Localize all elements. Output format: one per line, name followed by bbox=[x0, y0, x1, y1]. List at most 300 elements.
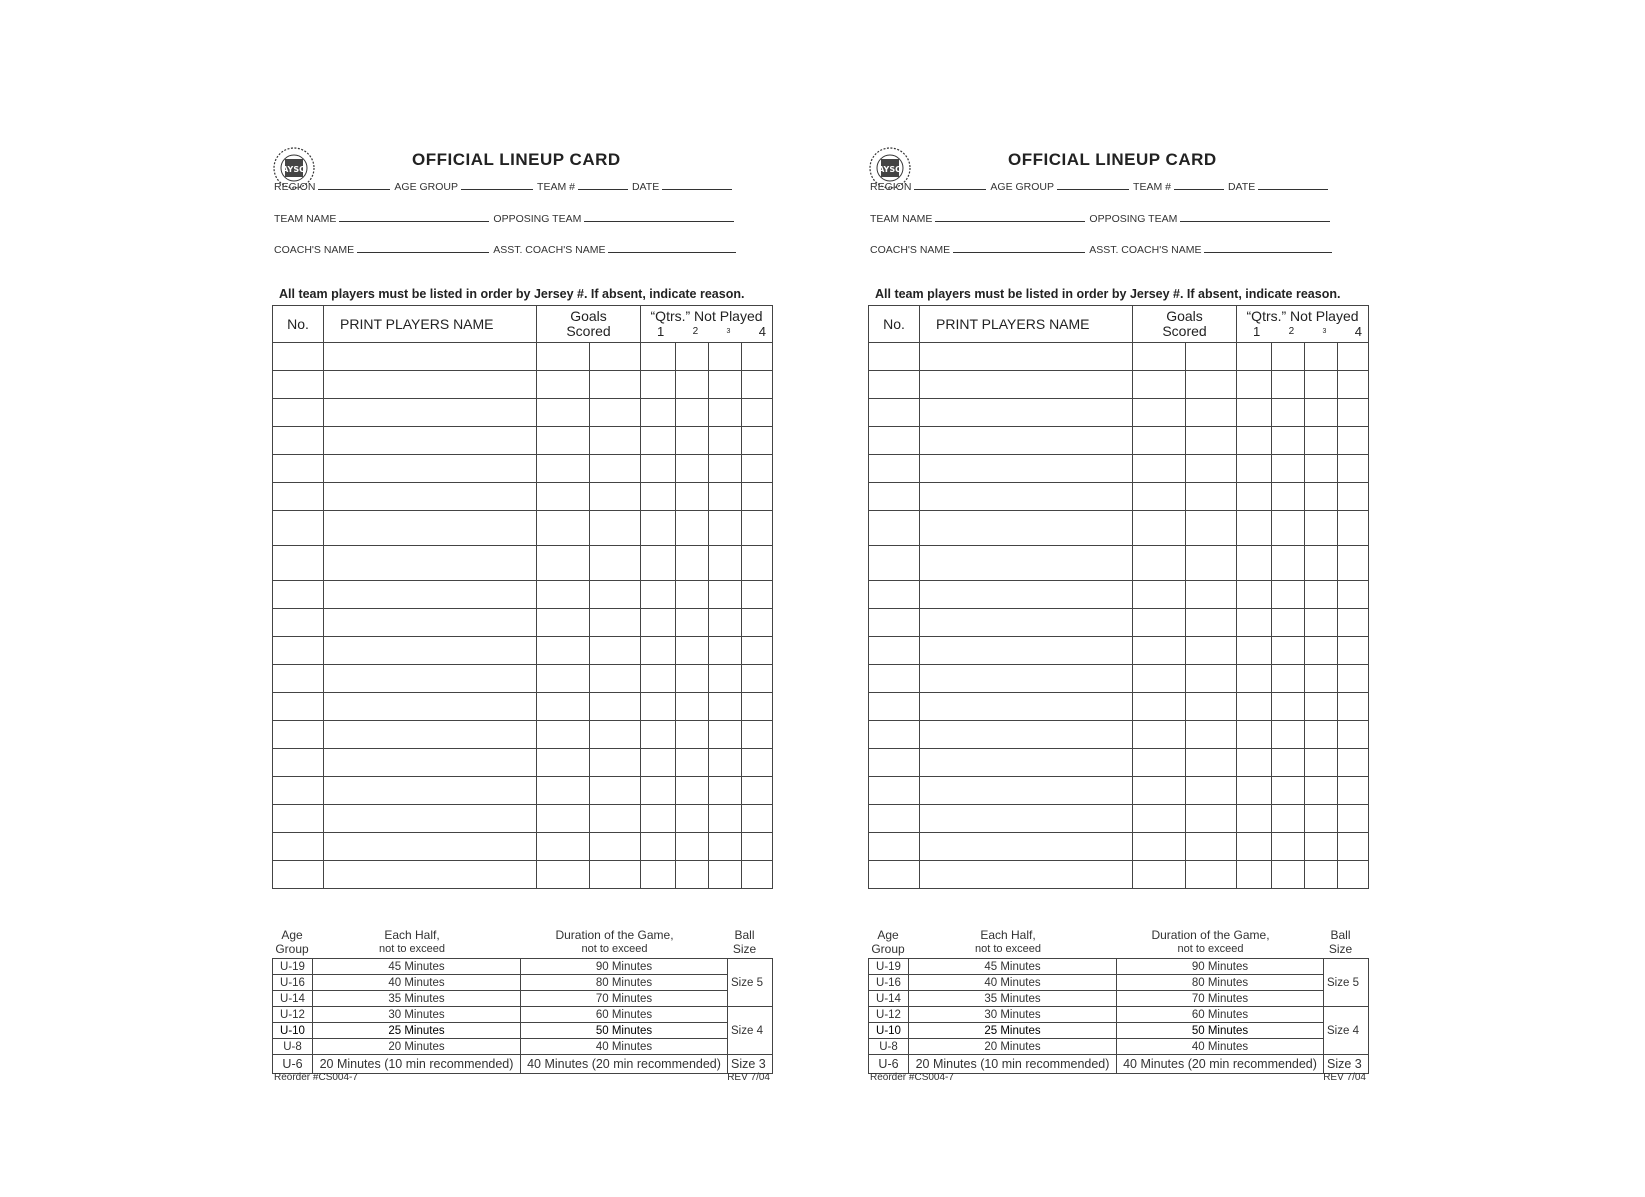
quarter-2-cell[interactable] bbox=[1272, 511, 1305, 546]
quarter-3-cell[interactable] bbox=[709, 343, 742, 371]
team-number-field[interactable] bbox=[578, 188, 628, 190]
quarter-4-cell[interactable] bbox=[1338, 637, 1369, 665]
quarter-3-cell[interactable] bbox=[709, 777, 742, 805]
quarter-3-cell[interactable] bbox=[709, 749, 742, 777]
quarter-1-cell[interactable] bbox=[641, 861, 676, 889]
quarter-2-cell[interactable] bbox=[676, 546, 709, 581]
quarter-4-cell[interactable] bbox=[742, 637, 773, 665]
quarter-3-cell[interactable] bbox=[709, 371, 742, 399]
quarter-1-cell[interactable] bbox=[1237, 777, 1272, 805]
goals-cell-a[interactable] bbox=[537, 399, 590, 427]
quarter-2-cell[interactable] bbox=[1272, 637, 1305, 665]
goals-cell-a[interactable] bbox=[537, 581, 590, 609]
quarter-3-cell[interactable] bbox=[1305, 546, 1338, 581]
quarter-4-cell[interactable] bbox=[1338, 749, 1369, 777]
jersey-number-cell[interactable] bbox=[273, 427, 324, 455]
opposing-team-field[interactable] bbox=[584, 220, 734, 222]
goals-cell-a[interactable] bbox=[1133, 399, 1186, 427]
quarter-1-cell[interactable] bbox=[641, 483, 676, 511]
goals-cell-a[interactable] bbox=[537, 861, 590, 889]
player-name-cell[interactable] bbox=[920, 693, 1133, 721]
goals-cell-b[interactable] bbox=[1186, 483, 1237, 511]
jersey-number-cell[interactable] bbox=[273, 805, 324, 833]
goals-cell-a[interactable] bbox=[1133, 371, 1186, 399]
jersey-number-cell[interactable] bbox=[869, 665, 920, 693]
quarter-3-cell[interactable] bbox=[709, 693, 742, 721]
goals-cell-a[interactable] bbox=[1133, 861, 1186, 889]
quarter-1-cell[interactable] bbox=[1237, 665, 1272, 693]
goals-cell-a[interactable] bbox=[537, 371, 590, 399]
quarter-4-cell[interactable] bbox=[1338, 693, 1369, 721]
jersey-number-cell[interactable] bbox=[869, 609, 920, 637]
jersey-number-cell[interactable] bbox=[869, 371, 920, 399]
jersey-number-cell[interactable] bbox=[273, 399, 324, 427]
quarter-3-cell[interactable] bbox=[1305, 609, 1338, 637]
quarter-3-cell[interactable] bbox=[1305, 483, 1338, 511]
opposing-team-field[interactable] bbox=[1180, 220, 1330, 222]
goals-cell-a[interactable] bbox=[537, 427, 590, 455]
goals-cell-b[interactable] bbox=[1186, 749, 1237, 777]
player-name-cell[interactable] bbox=[920, 427, 1133, 455]
goals-cell-b[interactable] bbox=[1186, 805, 1237, 833]
quarter-2-cell[interactable] bbox=[676, 371, 709, 399]
quarter-3-cell[interactable] bbox=[709, 665, 742, 693]
coach-name-field[interactable] bbox=[357, 251, 489, 253]
quarter-1-cell[interactable] bbox=[641, 371, 676, 399]
jersey-number-cell[interactable] bbox=[273, 637, 324, 665]
quarter-2-cell[interactable] bbox=[676, 609, 709, 637]
jersey-number-cell[interactable] bbox=[869, 833, 920, 861]
quarter-2-cell[interactable] bbox=[676, 581, 709, 609]
player-name-cell[interactable] bbox=[324, 833, 537, 861]
quarter-3-cell[interactable] bbox=[1305, 427, 1338, 455]
goals-cell-b[interactable] bbox=[1186, 581, 1237, 609]
quarter-2-cell[interactable] bbox=[676, 861, 709, 889]
quarter-3-cell[interactable] bbox=[709, 609, 742, 637]
quarter-3-cell[interactable] bbox=[709, 581, 742, 609]
goals-cell-b[interactable] bbox=[1186, 665, 1237, 693]
goals-cell-a[interactable] bbox=[1133, 455, 1186, 483]
quarter-3-cell[interactable] bbox=[1305, 805, 1338, 833]
quarter-1-cell[interactable] bbox=[1237, 693, 1272, 721]
player-name-cell[interactable] bbox=[324, 455, 537, 483]
quarter-4-cell[interactable] bbox=[1338, 371, 1369, 399]
goals-cell-b[interactable] bbox=[1186, 427, 1237, 455]
quarter-3-cell[interactable] bbox=[1305, 371, 1338, 399]
goals-cell-b[interactable] bbox=[1186, 399, 1237, 427]
quarter-3-cell[interactable] bbox=[709, 721, 742, 749]
quarter-4-cell[interactable] bbox=[1338, 777, 1369, 805]
goals-cell-b[interactable] bbox=[1186, 546, 1237, 581]
quarter-2-cell[interactable] bbox=[1272, 609, 1305, 637]
goals-cell-a[interactable] bbox=[537, 665, 590, 693]
quarter-4-cell[interactable] bbox=[1338, 546, 1369, 581]
player-name-cell[interactable] bbox=[324, 371, 537, 399]
player-name-cell[interactable] bbox=[324, 609, 537, 637]
jersey-number-cell[interactable] bbox=[273, 581, 324, 609]
quarter-4-cell[interactable] bbox=[1338, 833, 1369, 861]
goals-cell-b[interactable] bbox=[590, 749, 641, 777]
jersey-number-cell[interactable] bbox=[869, 805, 920, 833]
quarter-1-cell[interactable] bbox=[1237, 427, 1272, 455]
quarter-2-cell[interactable] bbox=[676, 343, 709, 371]
asst-coach-name-field[interactable] bbox=[608, 251, 736, 253]
quarter-3-cell[interactable] bbox=[709, 511, 742, 546]
jersey-number-cell[interactable] bbox=[869, 749, 920, 777]
goals-cell-a[interactable] bbox=[1133, 693, 1186, 721]
quarter-4-cell[interactable] bbox=[1338, 511, 1369, 546]
quarter-4-cell[interactable] bbox=[1338, 609, 1369, 637]
quarter-4-cell[interactable] bbox=[742, 693, 773, 721]
goals-cell-b[interactable] bbox=[590, 371, 641, 399]
quarter-2-cell[interactable] bbox=[676, 637, 709, 665]
quarter-1-cell[interactable] bbox=[641, 581, 676, 609]
jersey-number-cell[interactable] bbox=[869, 399, 920, 427]
player-name-cell[interactable] bbox=[324, 693, 537, 721]
quarter-1-cell[interactable] bbox=[1237, 455, 1272, 483]
quarter-1-cell[interactable] bbox=[641, 721, 676, 749]
jersey-number-cell[interactable] bbox=[869, 693, 920, 721]
goals-cell-a[interactable] bbox=[537, 546, 590, 581]
quarter-3-cell[interactable] bbox=[1305, 511, 1338, 546]
quarter-4-cell[interactable] bbox=[742, 777, 773, 805]
quarter-2-cell[interactable] bbox=[1272, 721, 1305, 749]
player-name-cell[interactable] bbox=[920, 455, 1133, 483]
quarter-4-cell[interactable] bbox=[1338, 665, 1369, 693]
quarter-1-cell[interactable] bbox=[641, 693, 676, 721]
player-name-cell[interactable] bbox=[324, 805, 537, 833]
quarter-1-cell[interactable] bbox=[1237, 861, 1272, 889]
goals-cell-a[interactable] bbox=[537, 483, 590, 511]
jersey-number-cell[interactable] bbox=[869, 455, 920, 483]
quarter-1-cell[interactable] bbox=[641, 546, 676, 581]
player-name-cell[interactable] bbox=[920, 665, 1133, 693]
quarter-2-cell[interactable] bbox=[1272, 399, 1305, 427]
quarter-1-cell[interactable] bbox=[641, 637, 676, 665]
player-name-cell[interactable] bbox=[920, 777, 1133, 805]
quarter-2-cell[interactable] bbox=[1272, 343, 1305, 371]
player-name-cell[interactable] bbox=[324, 511, 537, 546]
asst-coach-name-field[interactable] bbox=[1204, 251, 1332, 253]
jersey-number-cell[interactable] bbox=[273, 721, 324, 749]
quarter-4-cell[interactable] bbox=[742, 511, 773, 546]
jersey-number-cell[interactable] bbox=[869, 483, 920, 511]
goals-cell-a[interactable] bbox=[1133, 665, 1186, 693]
goals-cell-a[interactable] bbox=[1133, 833, 1186, 861]
quarter-1-cell[interactable] bbox=[1237, 371, 1272, 399]
goals-cell-a[interactable] bbox=[1133, 637, 1186, 665]
player-name-cell[interactable] bbox=[324, 399, 537, 427]
coach-name-field[interactable] bbox=[953, 251, 1085, 253]
quarter-4-cell[interactable] bbox=[742, 833, 773, 861]
quarter-2-cell[interactable] bbox=[1272, 581, 1305, 609]
quarter-4-cell[interactable] bbox=[742, 455, 773, 483]
player-name-cell[interactable] bbox=[920, 483, 1133, 511]
quarter-1-cell[interactable] bbox=[641, 511, 676, 546]
region-field[interactable] bbox=[318, 188, 390, 190]
player-name-cell[interactable] bbox=[324, 637, 537, 665]
jersey-number-cell[interactable] bbox=[273, 833, 324, 861]
jersey-number-cell[interactable] bbox=[869, 427, 920, 455]
quarter-3-cell[interactable] bbox=[1305, 861, 1338, 889]
date-field[interactable] bbox=[662, 188, 732, 190]
goals-cell-a[interactable] bbox=[537, 609, 590, 637]
jersey-number-cell[interactable] bbox=[869, 861, 920, 889]
goals-cell-a[interactable] bbox=[537, 721, 590, 749]
goals-cell-a[interactable] bbox=[1133, 609, 1186, 637]
player-name-cell[interactable] bbox=[324, 546, 537, 581]
quarter-1-cell[interactable] bbox=[1237, 805, 1272, 833]
quarter-4-cell[interactable] bbox=[742, 749, 773, 777]
quarter-4-cell[interactable] bbox=[742, 805, 773, 833]
quarter-2-cell[interactable] bbox=[676, 721, 709, 749]
player-name-cell[interactable] bbox=[920, 805, 1133, 833]
quarter-4-cell[interactable] bbox=[742, 861, 773, 889]
goals-cell-b[interactable] bbox=[1186, 777, 1237, 805]
jersey-number-cell[interactable] bbox=[273, 343, 324, 371]
quarter-3-cell[interactable] bbox=[709, 805, 742, 833]
player-name-cell[interactable] bbox=[324, 721, 537, 749]
goals-cell-a[interactable] bbox=[1133, 343, 1186, 371]
quarter-3-cell[interactable] bbox=[709, 833, 742, 861]
jersey-number-cell[interactable] bbox=[273, 777, 324, 805]
quarter-4-cell[interactable] bbox=[1338, 581, 1369, 609]
quarter-3-cell[interactable] bbox=[709, 546, 742, 581]
goals-cell-b[interactable] bbox=[590, 693, 641, 721]
goals-cell-b[interactable] bbox=[1186, 511, 1237, 546]
quarter-3-cell[interactable] bbox=[1305, 693, 1338, 721]
quarter-3-cell[interactable] bbox=[1305, 343, 1338, 371]
quarter-2-cell[interactable] bbox=[676, 805, 709, 833]
goals-cell-b[interactable] bbox=[590, 546, 641, 581]
player-name-cell[interactable] bbox=[324, 665, 537, 693]
player-name-cell[interactable] bbox=[920, 833, 1133, 861]
jersey-number-cell[interactable] bbox=[273, 693, 324, 721]
quarter-3-cell[interactable] bbox=[709, 637, 742, 665]
player-name-cell[interactable] bbox=[324, 749, 537, 777]
goals-cell-b[interactable] bbox=[590, 637, 641, 665]
quarter-3-cell[interactable] bbox=[709, 455, 742, 483]
quarter-4-cell[interactable] bbox=[1338, 721, 1369, 749]
quarter-2-cell[interactable] bbox=[1272, 665, 1305, 693]
quarter-3-cell[interactable] bbox=[1305, 749, 1338, 777]
quarter-3-cell[interactable] bbox=[1305, 777, 1338, 805]
jersey-number-cell[interactable] bbox=[273, 749, 324, 777]
quarter-3-cell[interactable] bbox=[1305, 833, 1338, 861]
player-name-cell[interactable] bbox=[920, 581, 1133, 609]
quarter-2-cell[interactable] bbox=[676, 455, 709, 483]
jersey-number-cell[interactable] bbox=[273, 455, 324, 483]
player-name-cell[interactable] bbox=[920, 511, 1133, 546]
quarter-3-cell[interactable] bbox=[1305, 399, 1338, 427]
quarter-2-cell[interactable] bbox=[676, 427, 709, 455]
goals-cell-b[interactable] bbox=[590, 483, 641, 511]
quarter-3-cell[interactable] bbox=[1305, 721, 1338, 749]
quarter-1-cell[interactable] bbox=[1237, 511, 1272, 546]
quarter-4-cell[interactable] bbox=[742, 581, 773, 609]
goals-cell-b[interactable] bbox=[590, 777, 641, 805]
jersey-number-cell[interactable] bbox=[273, 665, 324, 693]
team-name-field[interactable] bbox=[935, 220, 1085, 222]
quarter-4-cell[interactable] bbox=[1338, 399, 1369, 427]
jersey-number-cell[interactable] bbox=[273, 546, 324, 581]
player-name-cell[interactable] bbox=[920, 637, 1133, 665]
goals-cell-a[interactable] bbox=[1133, 805, 1186, 833]
quarter-2-cell[interactable] bbox=[676, 693, 709, 721]
quarter-2-cell[interactable] bbox=[1272, 546, 1305, 581]
quarter-4-cell[interactable] bbox=[742, 371, 773, 399]
goals-cell-b[interactable] bbox=[590, 343, 641, 371]
quarter-2-cell[interactable] bbox=[1272, 371, 1305, 399]
quarter-2-cell[interactable] bbox=[676, 749, 709, 777]
quarter-1-cell[interactable] bbox=[641, 399, 676, 427]
goals-cell-b[interactable] bbox=[1186, 693, 1237, 721]
quarter-4-cell[interactable] bbox=[1338, 455, 1369, 483]
age-group-field[interactable] bbox=[1057, 188, 1129, 190]
quarter-4-cell[interactable] bbox=[1338, 343, 1369, 371]
quarter-4-cell[interactable] bbox=[742, 609, 773, 637]
quarter-3-cell[interactable] bbox=[709, 427, 742, 455]
goals-cell-a[interactable] bbox=[1133, 511, 1186, 546]
goals-cell-b[interactable] bbox=[590, 427, 641, 455]
age-group-field[interactable] bbox=[461, 188, 533, 190]
quarter-2-cell[interactable] bbox=[676, 833, 709, 861]
goals-cell-b[interactable] bbox=[1186, 721, 1237, 749]
player-name-cell[interactable] bbox=[920, 399, 1133, 427]
goals-cell-b[interactable] bbox=[1186, 833, 1237, 861]
quarter-4-cell[interactable] bbox=[742, 665, 773, 693]
goals-cell-a[interactable] bbox=[537, 693, 590, 721]
quarter-3-cell[interactable] bbox=[709, 861, 742, 889]
quarter-1-cell[interactable] bbox=[1237, 637, 1272, 665]
quarter-2-cell[interactable] bbox=[1272, 833, 1305, 861]
goals-cell-a[interactable] bbox=[1133, 749, 1186, 777]
player-name-cell[interactable] bbox=[920, 721, 1133, 749]
player-name-cell[interactable] bbox=[920, 546, 1133, 581]
quarter-4-cell[interactable] bbox=[1338, 805, 1369, 833]
goals-cell-a[interactable] bbox=[537, 511, 590, 546]
quarter-2-cell[interactable] bbox=[1272, 455, 1305, 483]
goals-cell-b[interactable] bbox=[590, 805, 641, 833]
quarter-2-cell[interactable] bbox=[1272, 777, 1305, 805]
quarter-1-cell[interactable] bbox=[1237, 399, 1272, 427]
quarter-4-cell[interactable] bbox=[1338, 427, 1369, 455]
jersey-number-cell[interactable] bbox=[869, 581, 920, 609]
quarter-4-cell[interactable] bbox=[1338, 861, 1369, 889]
goals-cell-b[interactable] bbox=[1186, 455, 1237, 483]
goals-cell-b[interactable] bbox=[1186, 861, 1237, 889]
quarter-1-cell[interactable] bbox=[641, 777, 676, 805]
quarter-1-cell[interactable] bbox=[641, 805, 676, 833]
player-name-cell[interactable] bbox=[324, 483, 537, 511]
goals-cell-a[interactable] bbox=[537, 343, 590, 371]
quarter-2-cell[interactable] bbox=[1272, 693, 1305, 721]
quarter-1-cell[interactable] bbox=[1237, 749, 1272, 777]
date-field[interactable] bbox=[1258, 188, 1328, 190]
quarter-2-cell[interactable] bbox=[1272, 427, 1305, 455]
goals-cell-b[interactable] bbox=[590, 721, 641, 749]
quarter-4-cell[interactable] bbox=[742, 427, 773, 455]
quarter-4-cell[interactable] bbox=[742, 546, 773, 581]
quarter-1-cell[interactable] bbox=[1237, 721, 1272, 749]
goals-cell-b[interactable] bbox=[1186, 637, 1237, 665]
quarter-2-cell[interactable] bbox=[1272, 749, 1305, 777]
quarter-1-cell[interactable] bbox=[641, 455, 676, 483]
goals-cell-a[interactable] bbox=[537, 455, 590, 483]
goals-cell-b[interactable] bbox=[1186, 371, 1237, 399]
quarter-1-cell[interactable] bbox=[641, 665, 676, 693]
quarter-2-cell[interactable] bbox=[1272, 805, 1305, 833]
jersey-number-cell[interactable] bbox=[273, 483, 324, 511]
quarter-1-cell[interactable] bbox=[1237, 546, 1272, 581]
quarter-3-cell[interactable] bbox=[709, 483, 742, 511]
goals-cell-b[interactable] bbox=[1186, 609, 1237, 637]
goals-cell-a[interactable] bbox=[1133, 427, 1186, 455]
quarter-2-cell[interactable] bbox=[1272, 861, 1305, 889]
goals-cell-b[interactable] bbox=[590, 511, 641, 546]
goals-cell-b[interactable] bbox=[590, 399, 641, 427]
jersey-number-cell[interactable] bbox=[869, 721, 920, 749]
jersey-number-cell[interactable] bbox=[869, 777, 920, 805]
player-name-cell[interactable] bbox=[324, 427, 537, 455]
quarter-1-cell[interactable] bbox=[1237, 343, 1272, 371]
quarter-1-cell[interactable] bbox=[1237, 833, 1272, 861]
player-name-cell[interactable] bbox=[324, 343, 537, 371]
quarter-2-cell[interactable] bbox=[676, 511, 709, 546]
jersey-number-cell[interactable] bbox=[869, 511, 920, 546]
quarter-2-cell[interactable] bbox=[676, 777, 709, 805]
goals-cell-a[interactable] bbox=[537, 805, 590, 833]
quarter-3-cell[interactable] bbox=[709, 399, 742, 427]
goals-cell-a[interactable] bbox=[537, 637, 590, 665]
quarter-4-cell[interactable] bbox=[742, 399, 773, 427]
quarter-1-cell[interactable] bbox=[1237, 581, 1272, 609]
goals-cell-b[interactable] bbox=[590, 861, 641, 889]
jersey-number-cell[interactable] bbox=[869, 546, 920, 581]
player-name-cell[interactable] bbox=[920, 609, 1133, 637]
quarter-4-cell[interactable] bbox=[742, 343, 773, 371]
goals-cell-b[interactable] bbox=[590, 455, 641, 483]
quarter-4-cell[interactable] bbox=[742, 721, 773, 749]
quarter-3-cell[interactable] bbox=[1305, 455, 1338, 483]
quarter-3-cell[interactable] bbox=[1305, 637, 1338, 665]
goals-cell-a[interactable] bbox=[1133, 721, 1186, 749]
goals-cell-b[interactable] bbox=[590, 665, 641, 693]
team-number-field[interactable] bbox=[1174, 188, 1224, 190]
quarter-2-cell[interactable] bbox=[676, 483, 709, 511]
quarter-1-cell[interactable] bbox=[641, 343, 676, 371]
jersey-number-cell[interactable] bbox=[273, 861, 324, 889]
region-field[interactable] bbox=[914, 188, 986, 190]
goals-cell-a[interactable] bbox=[537, 749, 590, 777]
team-name-field[interactable] bbox=[339, 220, 489, 222]
quarter-4-cell[interactable] bbox=[742, 483, 773, 511]
goals-cell-b[interactable] bbox=[590, 833, 641, 861]
goals-cell-a[interactable] bbox=[1133, 546, 1186, 581]
quarter-2-cell[interactable] bbox=[676, 399, 709, 427]
quarter-1-cell[interactable] bbox=[1237, 609, 1272, 637]
player-name-cell[interactable] bbox=[920, 343, 1133, 371]
jersey-number-cell[interactable] bbox=[869, 343, 920, 371]
player-name-cell[interactable] bbox=[920, 371, 1133, 399]
quarter-1-cell[interactable] bbox=[641, 833, 676, 861]
player-name-cell[interactable] bbox=[920, 861, 1133, 889]
quarter-1-cell[interactable] bbox=[641, 427, 676, 455]
goals-cell-a[interactable] bbox=[1133, 777, 1186, 805]
player-name-cell[interactable] bbox=[324, 777, 537, 805]
jersey-number-cell[interactable] bbox=[273, 609, 324, 637]
jersey-number-cell[interactable] bbox=[869, 637, 920, 665]
